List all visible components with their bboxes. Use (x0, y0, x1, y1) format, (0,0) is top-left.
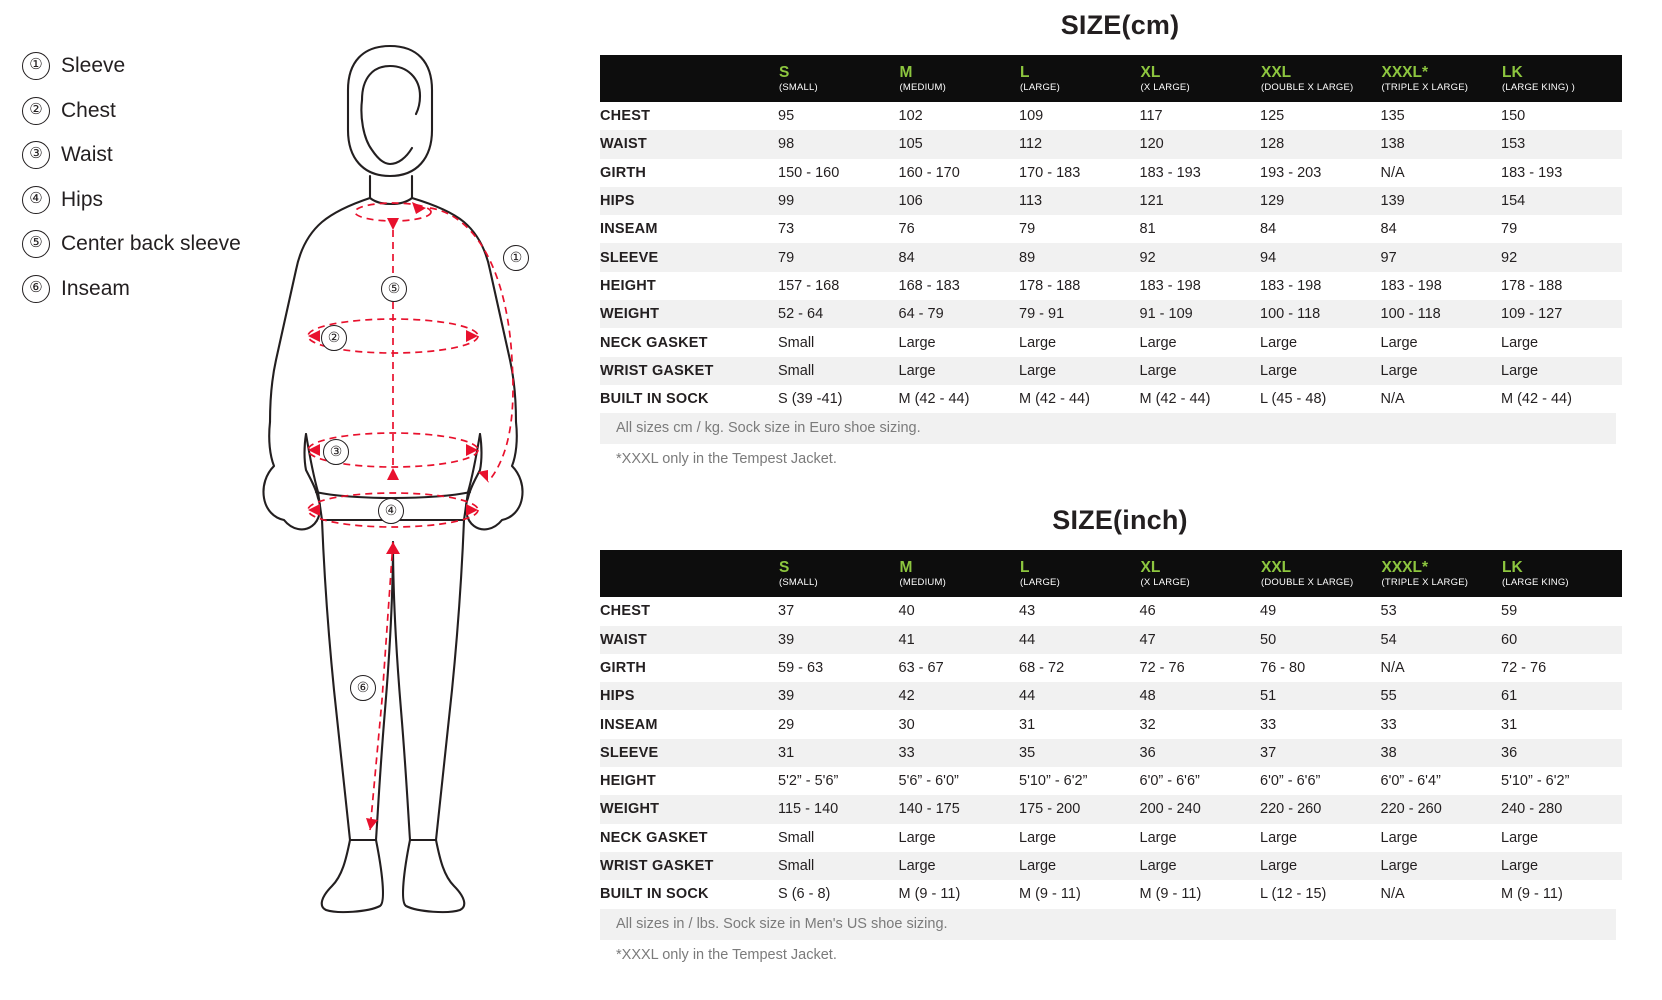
cell-value: Small (778, 858, 815, 875)
header-size-sub: (MEDIUM) (899, 577, 946, 589)
cell-value: 5'6” - 6'0” (898, 773, 959, 790)
header-size-label: XXXL* (1381, 559, 1429, 577)
cell-value: 113 (1019, 193, 1043, 210)
header-col-xxl (1260, 55, 1381, 102)
table-row (600, 300, 1622, 328)
cell-value: 89 (1019, 249, 1036, 266)
cell-value: 183 - 198 (1139, 277, 1201, 294)
header-size-sub: (X LARGE) (1140, 82, 1190, 93)
cell-value: 48 (1139, 688, 1156, 705)
cell-value: Large (1501, 829, 1539, 846)
header-size-sub: (DOUBLE X LARGE) (1261, 82, 1354, 93)
cell-value: M (42 - 44) (898, 391, 970, 408)
legend-number-icon: ④ (22, 186, 50, 214)
row-label: NECK GASKET (600, 334, 708, 351)
cell-value: 183 - 193 (1501, 164, 1563, 181)
header-size-sub: (LARGE KING) ) (1502, 82, 1576, 93)
cell-value: 5'10” - 6'2” (1501, 773, 1570, 790)
cell-value: S (6 - 8) (778, 886, 831, 903)
cell-value: 84 (1380, 221, 1397, 238)
legend-number-icon: ③ (22, 141, 50, 169)
cell-value: M (9 - 11) (1139, 886, 1202, 903)
cell-value: Large (898, 362, 936, 379)
cell-value: 36 (1139, 744, 1156, 761)
human-body-diagram (230, 30, 570, 920)
row-label: WAIST (600, 136, 647, 153)
header-col-l (1019, 550, 1140, 597)
body-measurement-figure (230, 30, 570, 920)
cell-value: Large (1139, 829, 1177, 846)
legend-item-label: Center back sleeve (61, 232, 241, 255)
cell-value: 54 (1380, 631, 1397, 648)
figure-marker-sleeve: ① (503, 245, 529, 271)
cell-value: L (45 - 48) (1260, 391, 1327, 408)
cell-value: 31 (1501, 716, 1518, 733)
header-size-sub: (SMALL) (779, 82, 818, 93)
cell-value: 175 - 200 (1019, 801, 1081, 818)
cell-value: 84 (898, 249, 915, 266)
cell-value: 6'0” - 6'4” (1380, 773, 1441, 790)
row-label: CHEST (600, 603, 651, 620)
cell-value: 79 (1501, 221, 1518, 238)
size-table-inch-body (600, 597, 1622, 908)
header-col-xl (1140, 550, 1261, 597)
cell-value: 139 (1380, 193, 1405, 210)
cell-value: 30 (898, 716, 915, 733)
cell-value: 76 (898, 221, 915, 238)
figure-marker-center-back-sleeve: ⑤ (381, 276, 407, 302)
cell-value: M (9 - 11) (1501, 886, 1563, 903)
cell-value: 59 (1501, 603, 1518, 620)
cell-value: 79 - 91 (1019, 306, 1065, 323)
cell-value: 183 - 193 (1139, 164, 1201, 181)
cell-value: 153 (1501, 136, 1526, 153)
cell-value: 61 (1501, 688, 1518, 705)
cell-value: 43 (1019, 603, 1036, 620)
cell-value: 91 - 109 (1139, 306, 1193, 323)
cell-value: 109 - 127 (1501, 306, 1563, 323)
header-col-l (1019, 55, 1140, 102)
header-col-s (778, 550, 899, 597)
cell-value: 79 (1019, 221, 1036, 238)
cell-value: 68 - 72 (1019, 660, 1065, 676)
row-label: HEIGHT (600, 277, 656, 294)
header-blank-cell (600, 550, 778, 597)
cell-value: 129 (1260, 193, 1285, 210)
cell-value: 32 (1139, 716, 1156, 733)
cell-value: 40 (898, 603, 915, 620)
cell-value: 138 (1380, 136, 1405, 153)
table-row (600, 243, 1622, 271)
table-row (600, 880, 1622, 908)
cell-value: 39 (778, 688, 795, 705)
cell-value: Large (1380, 829, 1418, 846)
cell-value: 79 (778, 249, 795, 266)
row-label: CHEST (600, 108, 651, 125)
cell-value: 178 - 188 (1501, 277, 1563, 294)
legend-number-icon: ② (22, 97, 50, 125)
cell-value: 55 (1380, 688, 1397, 705)
header-size-sub: (MEDIUM) (899, 82, 946, 93)
legend-number-icon: ⑤ (22, 230, 50, 258)
legend-item-label: Waist (61, 143, 113, 166)
cell-value: 170 - 183 (1019, 164, 1081, 181)
cell-value: 76 - 80 (1260, 660, 1306, 676)
cell-value: 200 - 240 (1139, 801, 1201, 818)
size-table-cm-header (600, 55, 1622, 102)
table-row (600, 159, 1622, 187)
header-size-label: L (1020, 559, 1030, 577)
cell-value: S (39 -41) (778, 391, 843, 408)
figure-marker-hips: ④ (378, 498, 404, 524)
cell-value: 154 (1501, 193, 1526, 210)
cell-value: 44 (1019, 688, 1036, 705)
cell-value: 33 (898, 744, 915, 761)
legend-item-label: Inseam (61, 276, 130, 300)
size-table-inch-header (600, 550, 1622, 597)
cell-value: 140 - 175 (898, 801, 960, 818)
header-col-m (899, 550, 1020, 597)
header-size-sub: (LARGE) (1020, 82, 1060, 93)
cell-value: 121 (1139, 193, 1164, 210)
row-label: SLEEVE (600, 744, 659, 761)
cell-value: Large (1019, 334, 1057, 351)
cell-value: 44 (1019, 631, 1036, 648)
cell-value: Large (898, 829, 936, 846)
header-col-s (778, 55, 899, 102)
header-size-label: S (779, 559, 790, 577)
cell-value: 63 - 67 (898, 660, 944, 676)
cell-value: 125 (1260, 108, 1285, 125)
size-table-cm (600, 55, 1622, 413)
cell-value: 60 (1501, 631, 1518, 648)
cell-value: 117 (1139, 108, 1163, 125)
cell-value: 95 (778, 108, 795, 125)
size-cm-title: SIZE(cm) (1060, 10, 1180, 40)
cell-value: 157 - 168 (778, 277, 840, 294)
cell-value: M (9 - 11) (1019, 886, 1081, 903)
cell-value: Small (778, 334, 815, 351)
cell-value: 53 (1380, 603, 1397, 620)
cell-value: 109 (1019, 108, 1044, 125)
header-size-label: XL (1140, 64, 1161, 81)
cell-value: M (42 - 44) (1019, 391, 1090, 408)
cell-value: Large (1380, 858, 1418, 875)
cell-value: N/A (1380, 886, 1405, 903)
size-tables (600, 0, 1640, 971)
cell-value: 98 (778, 136, 795, 153)
cell-value: 38 (1380, 744, 1397, 761)
table-row (600, 328, 1622, 356)
cell-value: 97 (1380, 249, 1397, 266)
cell-value: 59 - 63 (778, 660, 824, 676)
table-row (600, 654, 1622, 682)
cell-value: Large (898, 858, 936, 875)
size-table-cm-body (600, 102, 1622, 413)
header-size-label: M (899, 64, 913, 81)
cell-value: 47 (1139, 631, 1156, 648)
header-col-xxl (1260, 550, 1381, 597)
cell-value: 6'0” - 6'6” (1260, 773, 1321, 790)
cell-value: 150 - 160 (778, 164, 840, 181)
table-row (600, 272, 1622, 300)
cell-value: 94 (1260, 249, 1277, 266)
cell-value: 112 (1019, 136, 1043, 153)
row-label: HEIGHT (600, 773, 656, 790)
header-size-sub: (LARGE KING) (1502, 577, 1569, 589)
cell-value: 220 - 260 (1260, 801, 1322, 818)
cell-value: 102 (898, 108, 923, 125)
row-label: WRIST GASKET (600, 858, 714, 875)
size-table-inch (600, 550, 1622, 908)
note-inch-footnote: *XXXL only in the Tempest Jacket. (616, 946, 837, 963)
row-label: HIPS (600, 193, 635, 210)
cell-value: N/A (1380, 660, 1405, 676)
header-size-label: LK (1502, 559, 1523, 577)
cell-value: 64 - 79 (898, 306, 944, 323)
cell-value: 160 - 170 (898, 164, 960, 181)
cell-value: 49 (1260, 603, 1277, 620)
cell-value: 37 (778, 603, 795, 620)
header-col-lk (1501, 55, 1622, 102)
cell-value: Large (1139, 362, 1177, 379)
cell-value: 39 (778, 631, 795, 648)
cell-value: N/A (1380, 391, 1405, 408)
header-size-label: XXL (1261, 559, 1292, 577)
cell-value: 81 (1139, 221, 1156, 238)
cell-value: 6'0” - 6'6” (1139, 773, 1200, 790)
row-label: WAIST (600, 631, 647, 648)
row-label: INSEAM (600, 221, 658, 238)
cell-value: Large (1260, 829, 1298, 846)
cell-value: N/A (1380, 164, 1405, 181)
legend-item-label: Sleeve (61, 54, 126, 77)
cell-value: 135 (1380, 108, 1405, 125)
cell-value: Large (898, 334, 936, 351)
header-col-xxxl (1381, 550, 1502, 597)
cell-value: 106 (898, 193, 923, 210)
table-row (600, 626, 1622, 654)
table-row (600, 795, 1622, 823)
cell-value: Large (1139, 334, 1177, 351)
table-row (600, 215, 1622, 243)
row-label: INSEAM (600, 716, 658, 733)
cell-value: 31 (1019, 716, 1036, 733)
cell-value: 33 (1380, 716, 1397, 733)
cell-value: 46 (1139, 603, 1156, 620)
row-label: BUILT IN SOCK (600, 391, 709, 408)
table-row (600, 852, 1622, 880)
legend-number-icon: ① (22, 52, 50, 80)
header-size-sub: (DOUBLE X LARGE) (1261, 577, 1354, 589)
cell-value: 128 (1260, 136, 1285, 153)
cell-value: Small (778, 362, 815, 379)
row-label: GIRTH (600, 164, 647, 181)
header-size-label: L (1020, 64, 1030, 81)
cell-value: Large (1139, 858, 1177, 875)
cell-value: 36 (1501, 744, 1518, 761)
header-size-sub: (LARGE) (1020, 577, 1060, 589)
table-row (600, 385, 1622, 413)
table-row (600, 357, 1622, 385)
legend-number-icon: ⑥ (22, 275, 50, 303)
legend-item-label: Hips (61, 187, 104, 211)
table-row (600, 682, 1622, 710)
cell-value: M (42 - 44) (1139, 391, 1211, 408)
header-size-sub: (TRIPLE X LARGE) (1381, 577, 1469, 589)
row-label: WEIGHT (600, 801, 660, 818)
table-row (600, 824, 1622, 852)
cell-value: 150 (1501, 108, 1526, 125)
cell-value: 100 - 118 (1380, 306, 1441, 323)
cell-value: Large (1019, 858, 1057, 875)
cell-value: 29 (778, 716, 795, 733)
cell-value: 120 (1139, 136, 1164, 153)
header-size-label: M (899, 559, 913, 577)
cell-value: Large (1501, 858, 1539, 875)
figure-marker-inseam: ⑥ (350, 675, 376, 701)
header-col-m (899, 55, 1020, 102)
cell-value: 73 (778, 221, 795, 238)
cell-value: 100 - 118 (1260, 306, 1321, 323)
header-col-xl (1140, 55, 1261, 102)
cell-value: 105 (898, 136, 923, 153)
cell-value: 115 - 140 (778, 801, 839, 818)
header-size-label: XXXL* (1381, 64, 1429, 81)
cell-value: 41 (898, 631, 915, 648)
table-row (600, 187, 1622, 215)
note-cm-footnote: *XXXL only in the Tempest Jacket. (616, 451, 837, 468)
header-size-sub: (TRIPLE X LARGE) (1381, 82, 1469, 93)
table-row (600, 710, 1622, 738)
cell-value: Large (1501, 334, 1539, 351)
cell-value: 193 - 203 (1260, 164, 1322, 181)
table-row (600, 102, 1622, 130)
cell-value: 42 (898, 688, 915, 705)
note-inch-units: All sizes in / lbs. Sock size in Men's US shoe sizing. (600, 909, 1616, 940)
cell-value: 84 (1260, 221, 1277, 238)
cell-value: Large (1019, 362, 1057, 379)
cell-value: Large (1380, 334, 1418, 351)
cell-value: 72 - 76 (1501, 660, 1547, 676)
table-row (600, 130, 1622, 158)
row-label: SLEEVE (600, 249, 659, 266)
cell-value: 178 - 188 (1019, 277, 1081, 294)
cell-value: 33 (1260, 716, 1277, 733)
cell-value: Small (778, 829, 815, 846)
header-size-label: XL (1140, 559, 1161, 577)
cell-value: Large (1260, 334, 1298, 351)
figure-marker-chest: ② (321, 325, 347, 351)
cell-value: Large (1260, 362, 1298, 379)
row-label: BUILT IN SOCK (600, 886, 709, 903)
row-label: HIPS (600, 688, 635, 705)
cell-value: 72 - 76 (1139, 660, 1185, 676)
cell-value: 92 (1501, 249, 1518, 266)
cell-value: 92 (1139, 249, 1156, 266)
row-label: GIRTH (600, 660, 647, 676)
cell-value: Large (1019, 829, 1057, 846)
header-size-label: LK (1502, 64, 1523, 81)
header-size-label: S (779, 64, 790, 81)
header-size-sub: (SMALL) (779, 577, 818, 589)
cell-value: M (9 - 11) (898, 886, 961, 903)
cell-value: 52 - 64 (778, 306, 824, 323)
row-label: WEIGHT (600, 306, 660, 323)
table-row (600, 597, 1622, 625)
cell-value: Large (1380, 362, 1418, 379)
cell-value: 5'2” - 5'6” (778, 773, 839, 790)
legend-item-label: Chest (61, 98, 116, 122)
table-row (600, 767, 1622, 795)
cell-value: 37 (1260, 744, 1277, 761)
note-cm-units: All sizes cm / kg. Sock size in Euro shoe sizing. (600, 413, 1616, 444)
cell-value: Large (1501, 362, 1539, 379)
cell-value: 183 - 198 (1380, 277, 1442, 294)
row-label: NECK GASKET (600, 829, 708, 846)
header-col-xxxl (1381, 55, 1502, 102)
cell-value: 99 (778, 193, 795, 210)
cell-value: 240 - 280 (1501, 801, 1563, 818)
cell-value: 50 (1260, 631, 1277, 648)
header-size-label: XXL (1261, 64, 1292, 81)
cell-value: 31 (778, 744, 795, 761)
cell-value: Large (1260, 858, 1298, 875)
header-size-sub: (X LARGE) (1140, 577, 1190, 589)
header-blank-cell (600, 55, 778, 102)
cell-value: 51 (1260, 688, 1277, 705)
cell-value: 168 - 183 (898, 277, 960, 294)
table-row (600, 739, 1622, 767)
cell-value: 220 - 260 (1380, 801, 1442, 818)
size-inch-title: SIZE(inch) (1052, 505, 1188, 536)
header-col-lk (1501, 550, 1622, 597)
cell-value: M (42 - 44) (1501, 391, 1572, 408)
cell-value: 35 (1019, 744, 1036, 761)
figure-marker-waist: ③ (323, 439, 349, 465)
row-label: WRIST GASKET (600, 362, 714, 379)
cell-value: L (12 - 15) (1260, 886, 1327, 903)
cell-value: 183 - 198 (1260, 277, 1322, 294)
cell-value: 5'10” - 6'2” (1019, 773, 1088, 790)
